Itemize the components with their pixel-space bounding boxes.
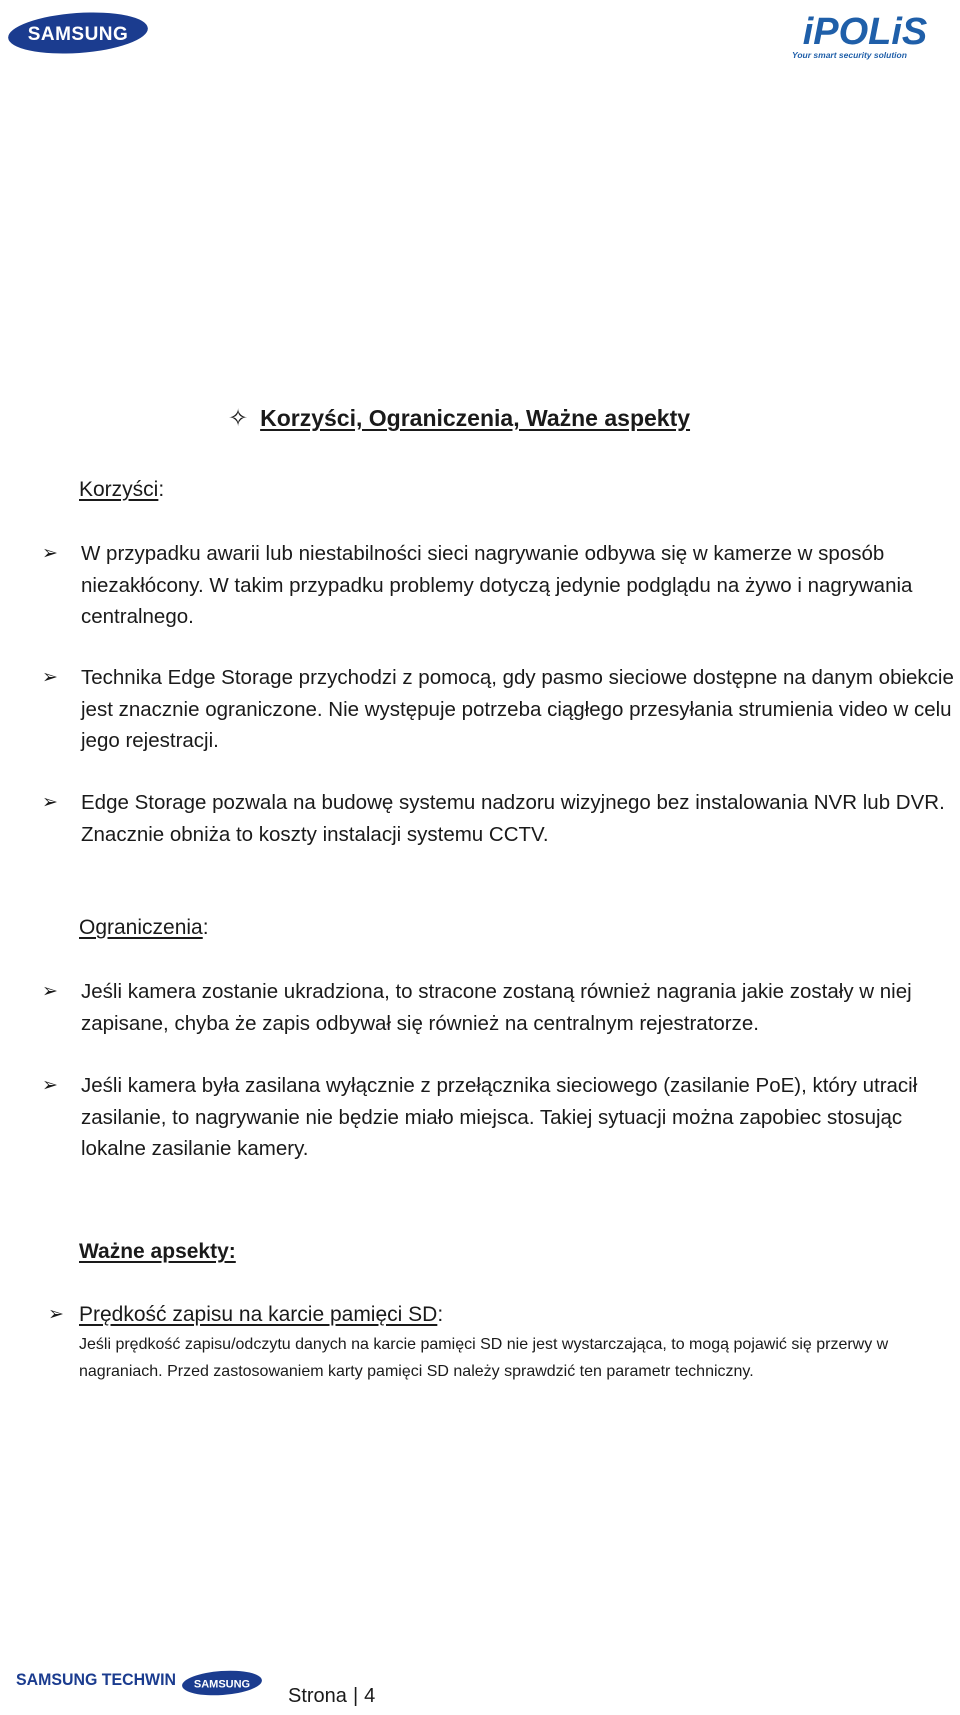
section-title [228, 404, 690, 433]
benefit-item-text: Edge Storage pozwala na budowę systemu nadzoru wizyjnego bez instalowania NVR lub DVR. Znacznie obniża to koszty instalacji systemu CCTV. [81, 791, 945, 846]
limitation-item-text: Jeśli kamera zostanie ukradziona, to stracone zostaną również nagrania jakie zostały w niej zapisane, chyba że zapis odbywał się również na centralnym rejestratorze. [81, 980, 912, 1035]
important-item-title-text: Prędkość zapisu na karcie pamięci SD [79, 1303, 438, 1326]
important-item-text: Jeśli prędkość zapisu/odczytu danych na karcie pamięci SD nie jest wystarczająca, to mogą pojawić się przerwy w nagraniach. Przed zastosowaniem karty pamięci SD należy sprawdzić ten parametr techniczny. [79, 1336, 889, 1380]
benefit-item [40, 662, 960, 757]
page-number-value: 4 [364, 1685, 376, 1707]
limitation-item-text: Jeśli kamera była zasilana wyłącznie z przełącznika sieciowego (zasilanie PoE), który utracił zasilanie, to nagrywanie nie będzie miało miejsca. Takiej sytuacji można zapobiec stosując lokalne zasilanie kamery. [81, 1074, 918, 1160]
benefit-item [40, 787, 960, 850]
samsung-techwin-logo [16, 1667, 178, 1691]
arrow-bullet-icon: ➢ [42, 981, 58, 1002]
ipolis-logo [790, 12, 940, 60]
limitations-heading [79, 916, 209, 940]
benefit-item-text: W przypadku awarii lub niestabilności sieci nagrywanie odbywa się w kamerze w sposób niezakłócony. W takim przypadku problemy dotyczą jedynie podglądu na żywo i nagrywania centralnego. [81, 542, 913, 628]
samsung-logo-text: SAMSUNG [27, 24, 129, 45]
arrow-bullet-icon: ➢ [42, 667, 58, 688]
section-title-text: Korzyści, Ograniczenia, Ważne aspekty [260, 405, 691, 431]
ipolis-logo-tagline: Your smart security solution [792, 50, 907, 60]
arrow-bullet-icon: ➢ [42, 1075, 58, 1096]
limitations-heading-colon: : [202, 916, 209, 939]
ipolis-logo-text: iPOLiS [802, 11, 928, 53]
benefits-heading-text: Korzyści [79, 478, 159, 501]
important-item-title [79, 1300, 443, 1330]
benefit-item [40, 538, 960, 633]
page-number [288, 1685, 375, 1708]
benefits-heading [79, 478, 164, 502]
arrow-bullet-icon: ➢ [42, 792, 58, 813]
limitation-item [40, 1070, 960, 1165]
important-item [48, 1300, 960, 1385]
benefits-heading-colon: : [158, 478, 165, 501]
benefit-item-text: Technika Edge Storage przychodzi z pomocą, gdy pasmo sieciowe dostępne na danym obiekcie jest znacznie ograniczone. Nie występuje potrzeba ciągłego przesyłania strumienia video w celu jego rejestracji. [81, 666, 954, 752]
arrow-bullet-icon: ➢ [42, 543, 58, 564]
page-number-label: Strona [288, 1685, 347, 1707]
page-number-separator: | [352, 1685, 359, 1707]
arrow-bullet-icon: ➢ [48, 1304, 64, 1325]
samsung-small-logo [180, 1668, 264, 1698]
limitations-heading-text: Ograniczenia [79, 916, 203, 939]
samsung-techwin-logo-text: SAMSUNG TECHWIN [16, 1671, 176, 1689]
samsung-logo [4, 8, 152, 58]
important-item-title-colon: : [437, 1303, 444, 1326]
important-heading-text: Ważne apsekty: [79, 1240, 236, 1263]
four-point-star-icon: ✧ [228, 405, 249, 432]
limitation-item [40, 976, 960, 1039]
important-heading [79, 1240, 236, 1264]
samsung-small-logo-text: SAMSUNG [193, 1678, 251, 1691]
